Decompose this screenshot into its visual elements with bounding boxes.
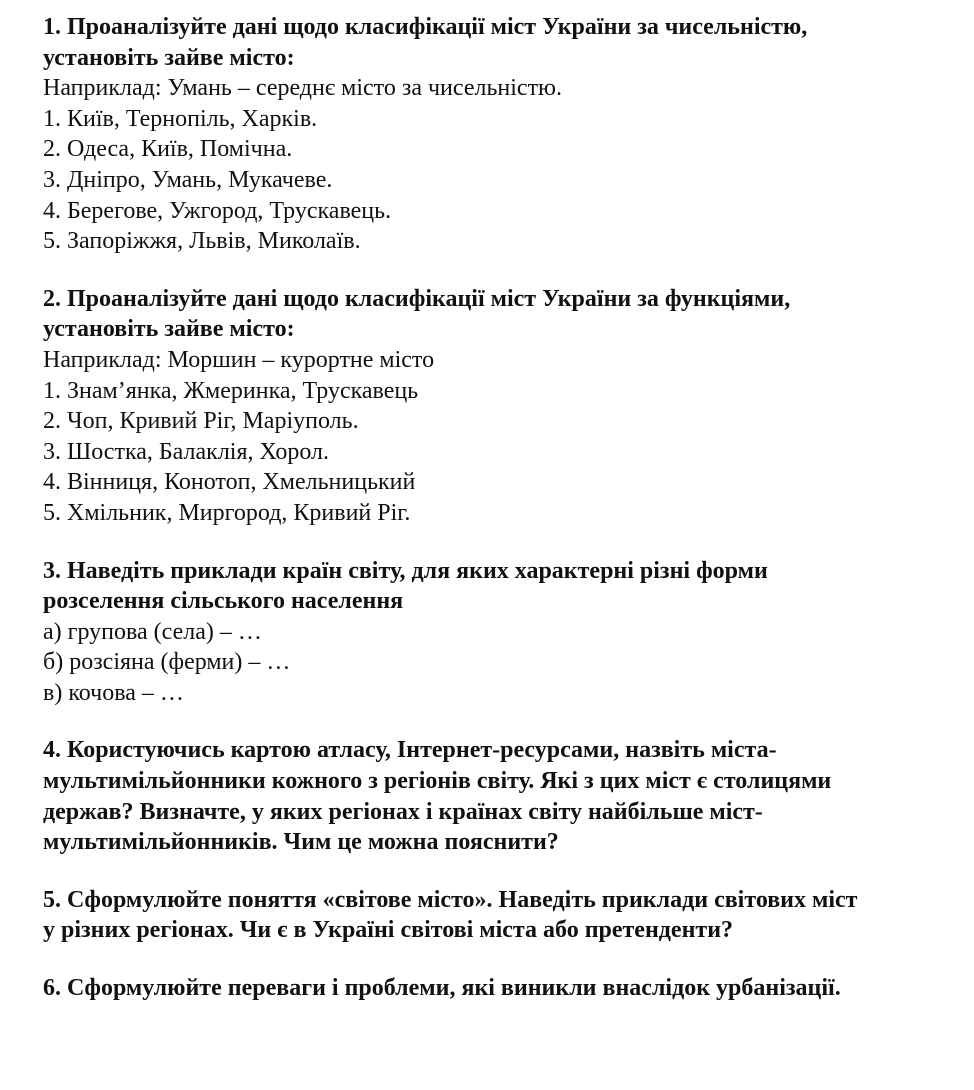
task-2-option: 3. Шостка, Балаклія, Хорол. bbox=[43, 438, 329, 465]
task-3-answer-line: а) групова (села) – … bbox=[43, 618, 262, 645]
task-5-heading-line: у різних регіонах. Чи є в Україні світові міста або претенденти? bbox=[43, 917, 734, 944]
task-2-option: 5. Хмільник, Миргород, Кривий Ріг. bbox=[43, 499, 411, 526]
task-5 bbox=[43, 885, 963, 946]
task-1-option: 5. Запоріжжя, Львів, Миколаїв. bbox=[43, 228, 361, 255]
task-2-option: 4. Вінниця, Конотоп, Хмельницький bbox=[43, 469, 416, 496]
task-1-option: 4. Берегове, Ужгород, Трускавець. bbox=[43, 197, 392, 224]
task-3-heading-line: розселення сільського населення bbox=[43, 588, 404, 615]
task-2-heading-line: 2. Проаналізуйте дані щодо класифікації міст України за функціями, bbox=[43, 285, 791, 312]
task-2-example: Наприклад: Моршин – курортне місто bbox=[43, 346, 435, 373]
task-3-answer-line: б) розсіяна (ферми) – … bbox=[43, 649, 291, 676]
task-5-heading-line: 5. Сформулюйте поняття «світове місто». Наведіть приклади світових міст bbox=[43, 886, 858, 913]
task-2-option: 2. Чоп, Кривий Ріг, Маріуполь. bbox=[43, 408, 359, 435]
task-6 bbox=[43, 973, 963, 1004]
task-1 bbox=[43, 12, 963, 257]
task-6-heading-line: 6. Сформулюйте переваги і проблеми, які виникли внаслідок урбанізації. bbox=[43, 975, 841, 1002]
task-1-option: 3. Дніпро, Умань, Мукачеве. bbox=[43, 166, 333, 193]
task-4-heading-line: держав? Визначте, у яких регіонах і країнах світу найбільше міст- bbox=[43, 798, 763, 825]
worksheet bbox=[43, 12, 963, 1031]
task-4-heading-line: 4. Користуючись картою атласу, Інтернет-ресурсами, назвіть міста- bbox=[43, 737, 777, 764]
task-4 bbox=[43, 735, 963, 857]
task-4-heading-line: мультимільйонників. Чим це можна пояснити? bbox=[43, 829, 559, 856]
task-3 bbox=[43, 556, 963, 709]
task-4-heading-line: мультимільйонники кожного з регіонів світу. Які з цих міст є столицями bbox=[43, 768, 832, 795]
task-1-option: 1. Київ, Тернопіль, Харків. bbox=[43, 105, 318, 132]
task-1-heading-line: 1. Проаналізуйте дані щодо класифікації міст України за чисельністю, bbox=[43, 14, 808, 40]
task-2-heading-line: установіть зайве місто: bbox=[43, 316, 295, 343]
task-1-option: 2. Одеса, Київ, Помічна. bbox=[43, 136, 293, 163]
task-1-example: Наприклад: Умань – середнє місто за чисельністю. bbox=[43, 75, 562, 102]
task-3-heading-line: 3. Наведіть приклади країн світу, для яких характерні різні форми bbox=[43, 557, 768, 584]
task-2-option: 1. Знам’янка, Жмеринка, Трускавець bbox=[43, 377, 419, 404]
task-2 bbox=[43, 284, 963, 529]
task-1-heading-line: установіть зайве місто: bbox=[43, 44, 295, 71]
task-3-answer-line: в) кочова – … bbox=[43, 679, 184, 706]
